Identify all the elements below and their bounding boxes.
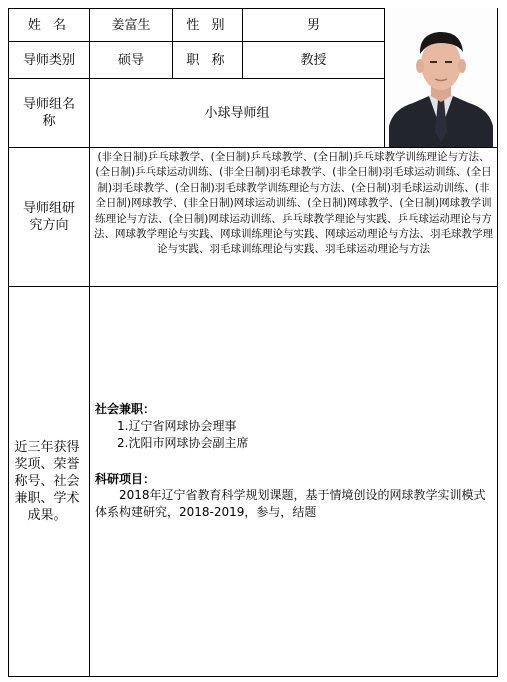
table-border-left [8, 8, 9, 677]
research-project-text: 2018年辽宁省教育科学规划课题，基于情境创设的网球教学实训模式体系构建研究，2018-2019，参与，结题 [95, 488, 486, 519]
row-divider [8, 147, 498, 148]
portrait-photo [385, 8, 497, 147]
social-position-item: 2.沈阳市网球协会副主席 [117, 436, 249, 450]
table-border-right [497, 8, 498, 677]
name-label: 姓 名 [27, 17, 71, 33]
mentor-type-label: 导师类别 [22, 52, 75, 68]
group-name-label: 导师组名称 [22, 97, 75, 129]
gender-value: 男 [306, 17, 320, 33]
portrait-image [385, 8, 497, 147]
group-name-value: 小球导师组 [204, 105, 270, 121]
title-value: 教授 [300, 52, 327, 68]
social-position-item: 1.辽宁省网球协会理事 [117, 419, 237, 433]
name-value: 姜富生 [111, 17, 151, 33]
research-projects-title: 科研项目： [95, 472, 156, 486]
social-positions-title: 社会兼职： [95, 402, 156, 416]
research-direction-value: (非全日制)乒乓球教学、(全日制)乒乓球教学、(全日制)乒乓球教学训练理论与方法、(全日制)乒乓球运动训练、(非全日制)羽毛球教学、(非全日制)羽毛球运动训练、(全日制)羽毛球教学、(全日制)羽毛球教学训练理论与方法、(全日制)羽毛球运动训练、(非全日制)网球教学、(非全日制)网球运动训练、(全日制)网球教学、(全日制)网球教学训练理论与方法、(全日制)网球运动训练、乒乓球教学理论与实践、乒乓球运动理论与方法、网球教学理论与实践、网球训练理论与实践、网球运动理论与方法、羽毛球教学理论与实践、羽毛球训练理论与实践、羽毛球运动理论与方法 [94, 151, 493, 256]
gender-label: 性 别 [186, 17, 229, 33]
title-label: 职 称 [186, 52, 229, 68]
table-border-bottom [8, 676, 498, 677]
research-direction-label: 导师组研究方向 [22, 201, 75, 233]
achievements-content [95, 400, 495, 540]
mentor-type-value: 硕导 [117, 52, 144, 68]
row-divider [8, 286, 498, 287]
achievements-label: 近三年获得奖项、荣誉称号、社会兼职、学术成果。 [14, 440, 80, 523]
